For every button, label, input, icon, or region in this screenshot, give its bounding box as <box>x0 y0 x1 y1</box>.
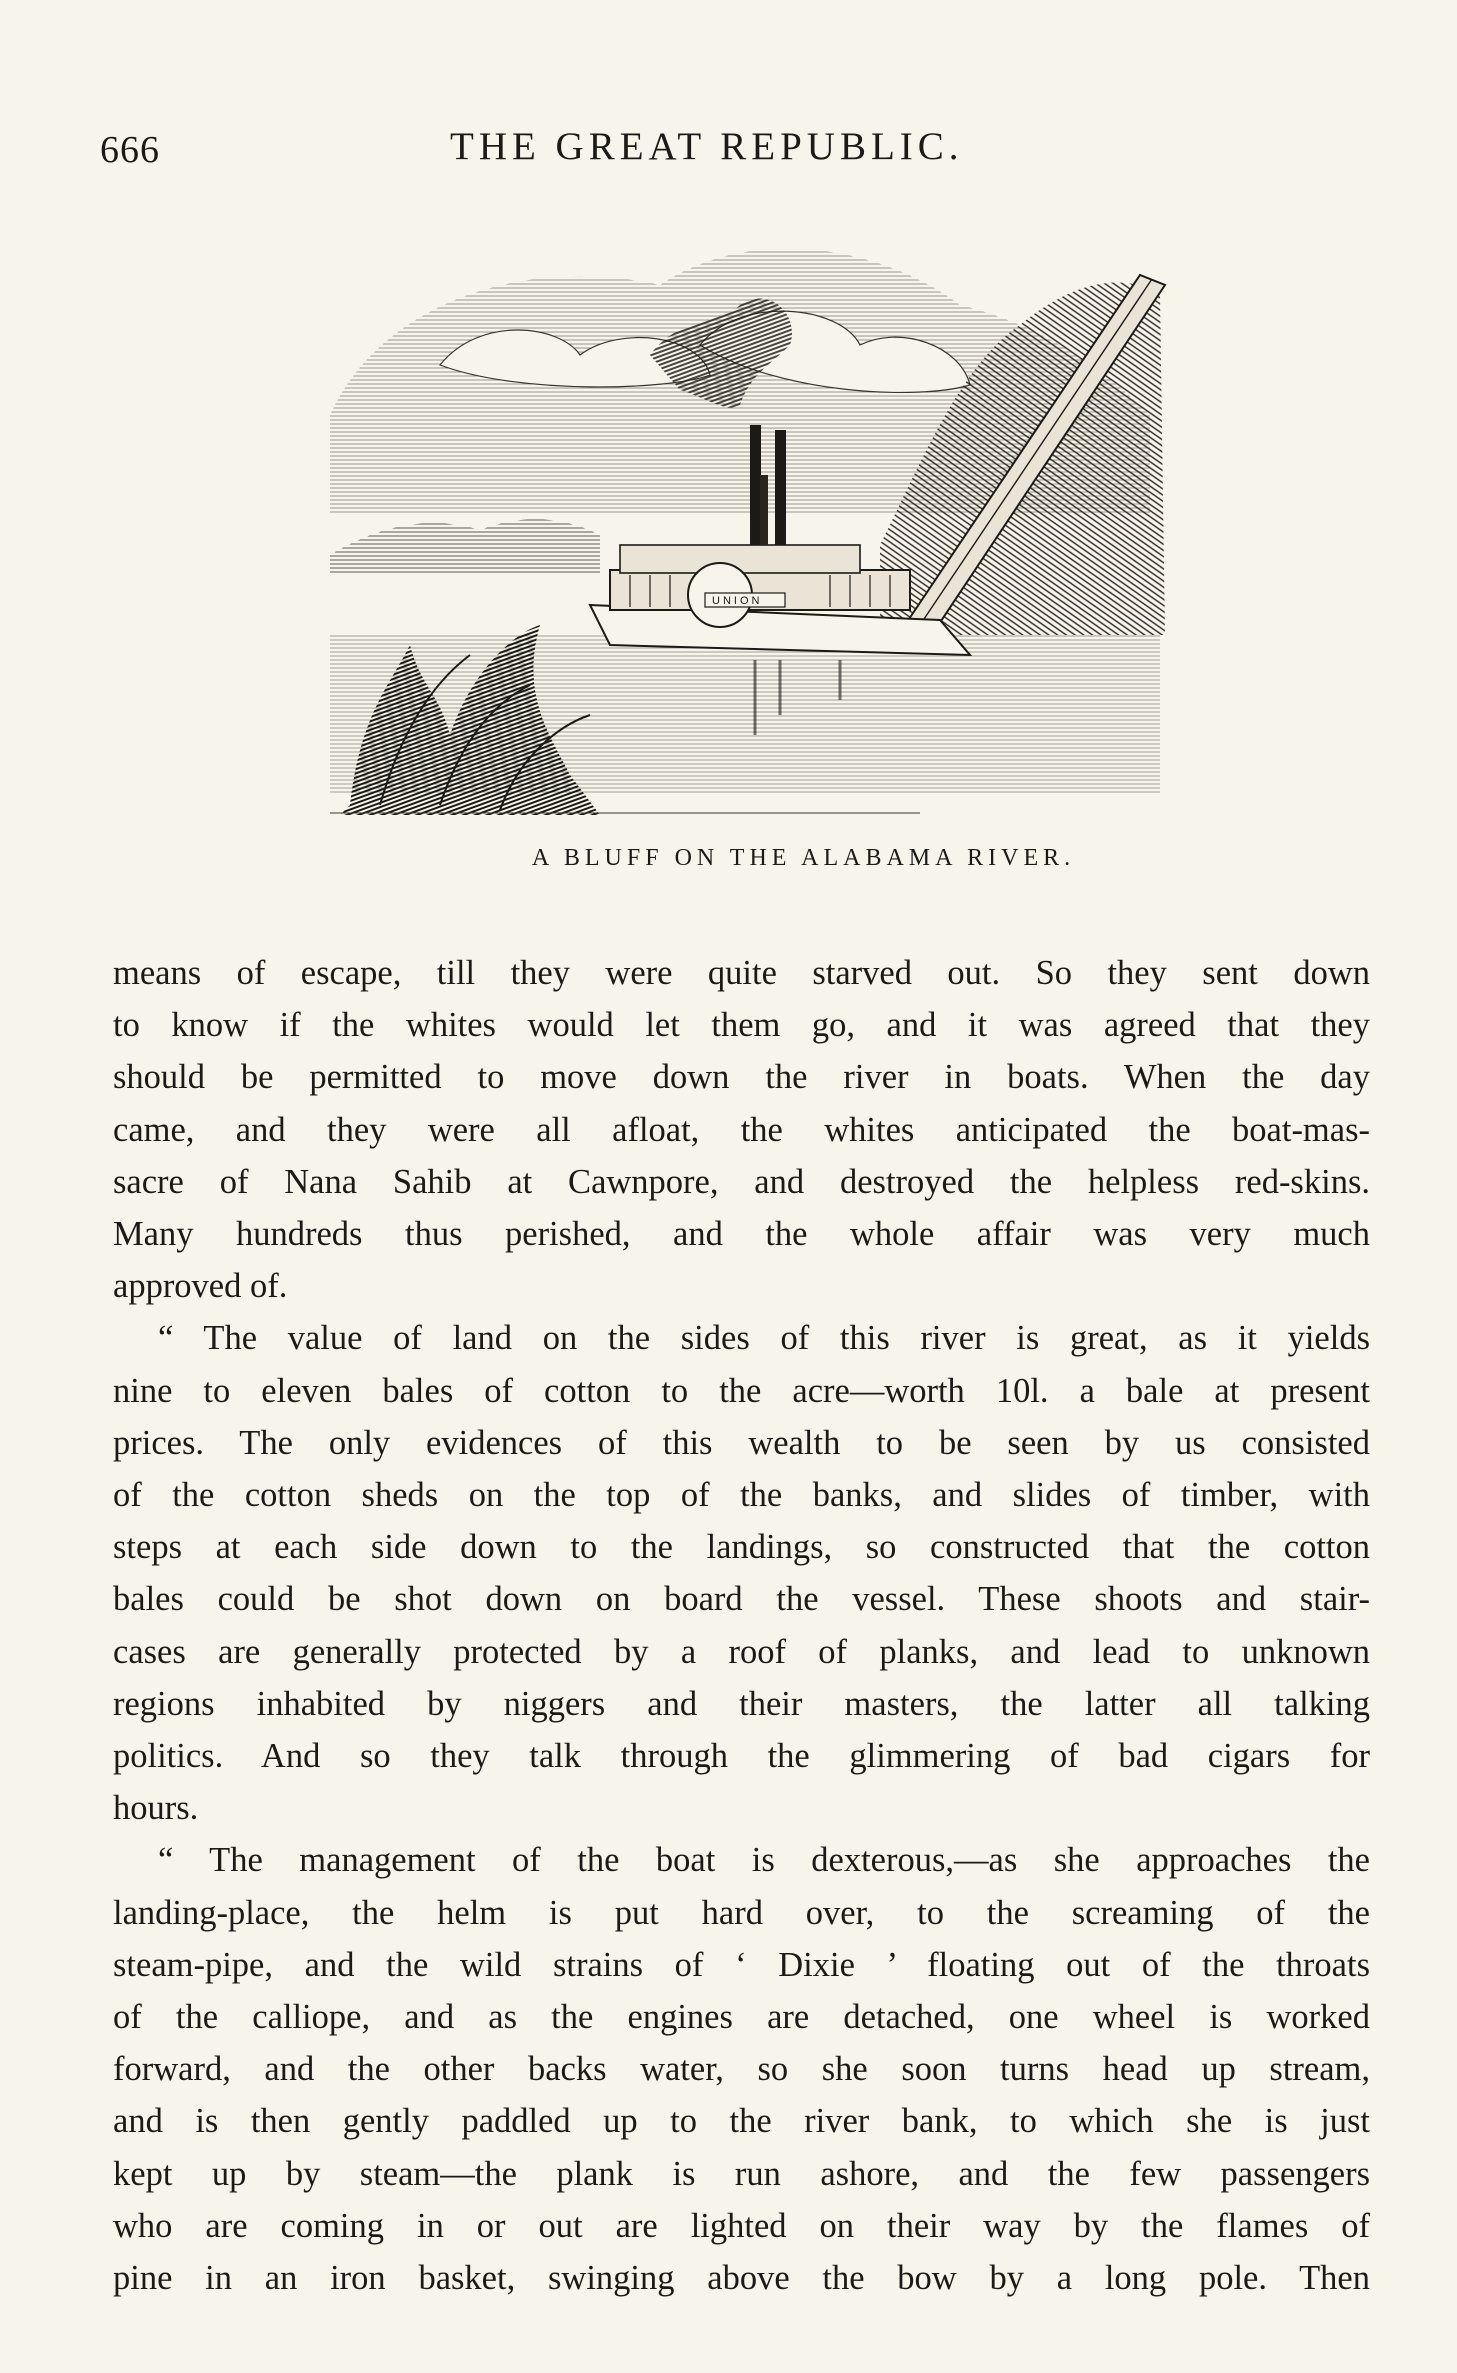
distant-hills <box>330 519 600 575</box>
chimney <box>750 425 761 545</box>
text-line: to know if the whites would let them go, and it was agreed that they <box>113 1006 1370 1045</box>
text-line: regions inhabited by niggers and their masters, the latter all talking <box>113 1684 1370 1723</box>
text-line: who are coming in or out are lighted on their way by the flames of <box>113 2206 1370 2245</box>
text-line: bales could be shot down on board the vessel. These shoots and stair- <box>113 1580 1370 1619</box>
body-text <box>113 947 1370 2304</box>
text-line: “ The management of the boat is dexterous,—as she approaches the <box>158 1841 1370 1880</box>
text-line: approved of. <box>113 1267 288 1306</box>
chimney <box>775 430 786 545</box>
text-line: cases are generally protected by a roof of planks, and lead to unknown <box>113 1632 1370 1671</box>
text-line: forward, and the other backs water, so she soon turns head up stream, <box>113 2050 1370 2089</box>
text-line: came, and they were all afloat, the whites anticipated the boat-mas- <box>113 1110 1370 1149</box>
text-line: and is then gently paddled up to the river bank, to which she is just <box>113 2102 1370 2141</box>
text-line: landing-place, the helm is put hard over, to the screaming of the <box>113 1893 1370 1932</box>
text-line: hours. <box>113 1789 199 1828</box>
figure-caption: A BLUFF ON THE ALABAMA RIVER. <box>531 845 1076 871</box>
running-head: THE GREAT REPUBLIC. <box>450 125 964 168</box>
engraving-bluff-alabama-river <box>320 215 1180 830</box>
text-line: sacre of Nana Sahib at Cawnpore, and destroyed the helpless red-skins. <box>113 1162 1370 1201</box>
boat-name: UNION <box>712 595 763 607</box>
text-line: kept up by steam—the plank is run ashore, and the few passengers <box>113 2154 1370 2193</box>
text-line: pine in an iron basket, swinging above the bow by a long pole. Then <box>113 2259 1370 2298</box>
text-line: of the calliope, and as the engines are detached, one wheel is worked <box>113 1998 1370 2037</box>
text-line: nine to eleven bales of cotton to the acre—worth 10l. a bale at present <box>113 1371 1370 1410</box>
page-number: 666 <box>100 129 160 171</box>
text-line: prices. The only evidences of this wealth to be seen by us consisted <box>113 1423 1370 1462</box>
text-line: Many hundreds thus perished, and the whole affair was very much <box>113 1215 1370 1254</box>
text-line: means of escape, till they were quite starved out. So they sent down <box>113 954 1370 992</box>
text-line: steam-pipe, and the wild strains of ‘ Dixie ’ floating out of the throats <box>113 1945 1370 1984</box>
text-line: of the cotton sheds on the top of the banks, and slides of timber, with <box>113 1476 1370 1515</box>
text-line: politics. And so they talk through the glimmering of bad cigars for <box>113 1737 1370 1776</box>
text-line: should be permitted to move down the river in boats. When the day <box>113 1058 1370 1097</box>
text-line: steps at each side down to the landings, so constructed that the cotton <box>113 1528 1370 1567</box>
text-line: “ The value of land on the sides of this river is great, as it yields <box>158 1319 1370 1358</box>
